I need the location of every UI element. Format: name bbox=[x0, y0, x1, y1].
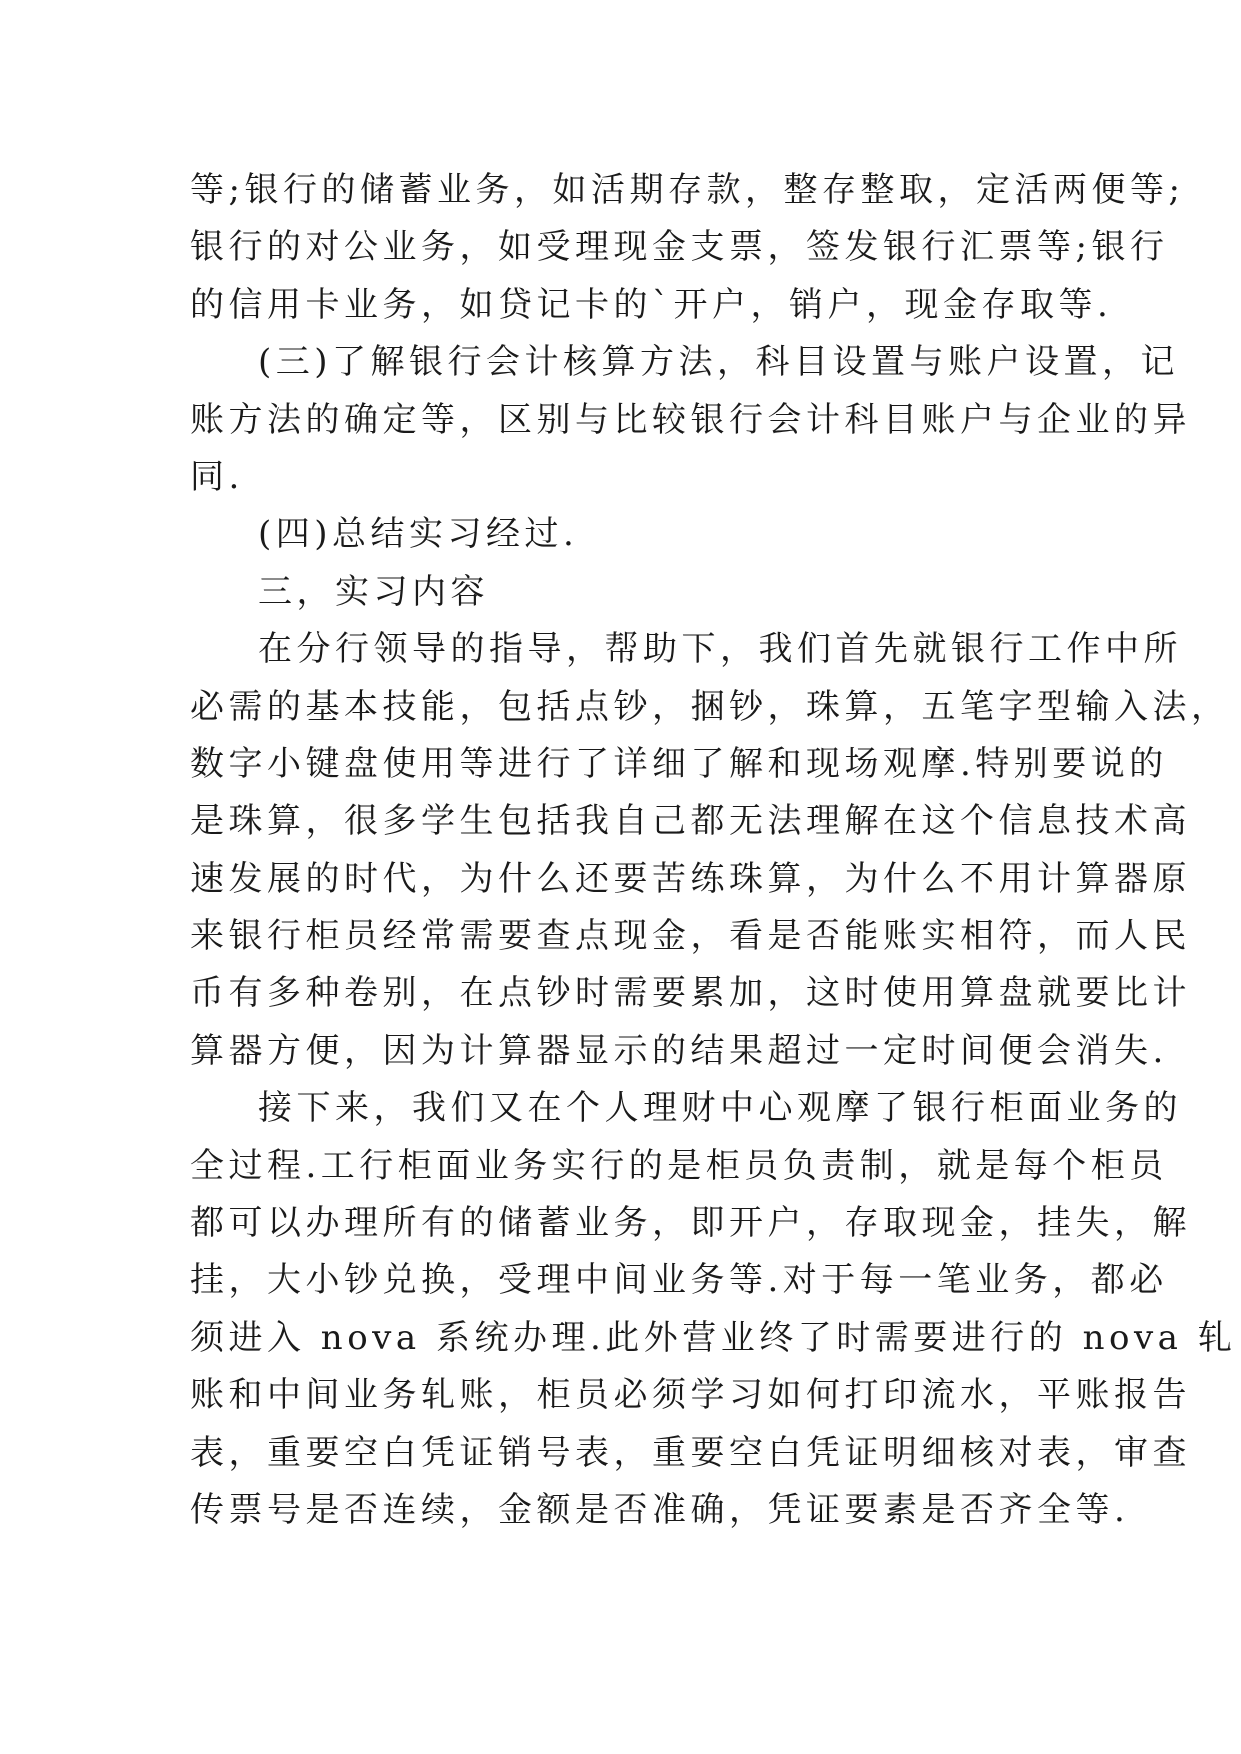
text-line: 的信用卡业务，如贷记卡的`开户，销户，现金存取等. bbox=[190, 284, 1113, 325]
document-body bbox=[190, 162, 1237, 1539]
text-line: 算器方便，因为计算器显示的结果超过一定时间便会消失. bbox=[190, 1030, 1168, 1071]
text-line: 须进入 nova 系统办理.此外营业终了时需要进行的 nova 轧 bbox=[190, 1317, 1237, 1358]
text-line: 币有多种卷别，在点钞时需要累加，这时使用算盘就要比计 bbox=[190, 973, 1191, 1014]
text-line: 速发展的时代，为什么还要苦练珠算，为什么不用计算器原 bbox=[190, 858, 1191, 899]
text-line: 表，重要空白凭证销号表，重要空白凭证明细核对表，审查 bbox=[190, 1432, 1191, 1473]
text-line: 在分行领导的指导，帮助下，我们首先就银行工作中所 bbox=[258, 629, 1182, 670]
text-line: 来银行柜员经常需要查点现金，看是否能账实相符，而人民 bbox=[190, 916, 1191, 957]
text-line: (三)了解银行会计核算方法，科目设置与账户设置，记 bbox=[258, 342, 1180, 383]
text-line: (四)总结实习经过. bbox=[258, 514, 579, 555]
text-line: 都可以办理所有的储蓄业务，即开户，存取现金，挂失，解 bbox=[190, 1203, 1191, 1244]
text-line: 接下来，我们又在个人理财中心观摩了银行柜面业务的 bbox=[258, 1088, 1182, 1129]
text-line: 全过程.工行柜面业务实行的是柜员负责制，就是每个柜员 bbox=[190, 1145, 1168, 1186]
text-line: 数字小键盘使用等进行了详细了解和现场观摩.特别要说的 bbox=[190, 743, 1168, 784]
text-line: 账和中间业务轧账，柜员必须学习如何打印流水，平账报告 bbox=[190, 1375, 1191, 1416]
section-heading: 三，实习内容 bbox=[258, 571, 489, 612]
text-line: 等;银行的储蓄业务，如活期存款，整存整取，定活两便等; bbox=[190, 170, 1185, 210]
text-line: 必需的基本技能，包括点钞，捆钞，珠算，五笔字型输入法， bbox=[190, 686, 1230, 727]
text-line: 是珠算，很多学生包括我自己都无法理解在这个信息技术高 bbox=[190, 801, 1191, 842]
text-line: 同. bbox=[190, 456, 244, 497]
text-line: 银行的对公业务，如受理现金支票，签发银行汇票等;银行 bbox=[190, 227, 1169, 268]
text-line: 账方法的确定等，区别与比较银行会计科目账户与企业的异 bbox=[190, 399, 1191, 440]
text-line: 传票号是否连续，金额是否准确，凭证要素是否齐全等. bbox=[190, 1489, 1130, 1530]
text-line: 挂，大小钞兑换，受理中间业务等.对于每一笔业务，都必 bbox=[190, 1260, 1168, 1301]
